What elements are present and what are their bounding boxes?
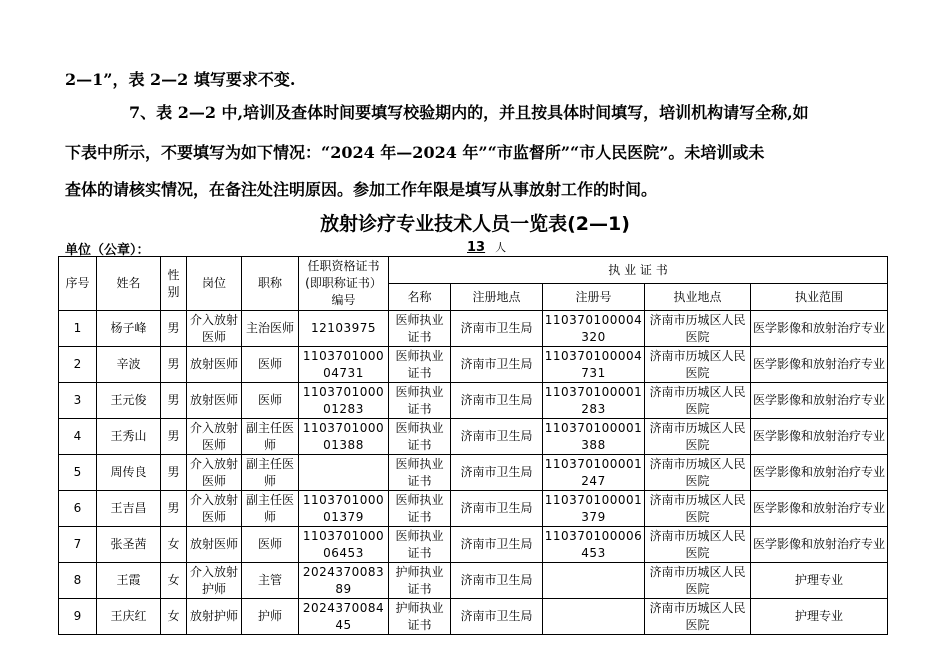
cell-reg-place: 济南市卫生局 [451,311,543,347]
cell-seq: 6 [59,491,97,527]
cell-post: 放射医师 [187,347,242,383]
cell-post: 介入放射医师 [187,455,242,491]
cell-seq: 1 [59,311,97,347]
cell-gender: 男 [161,491,187,527]
cell-scope: 医学影像和放射治疗专业 [751,311,888,347]
cell-reg-place: 济南市卫生局 [451,599,543,635]
cell-name: 王元俊 [97,383,161,419]
cell-practice-place: 济南市历城区人民医院 [645,527,751,563]
table-row [59,419,888,455]
cell-gender: 女 [161,563,187,599]
cell-title: 副主任医师 [242,491,299,527]
paragraph-2: 7、表 2—2 中,培训及查体时间要填写校验期内的，并且按具体时间填写，培训机构请写全称,如 [129,103,809,122]
cell-gender: 男 [161,347,187,383]
cell-post: 介入放射医师 [187,491,242,527]
cell-scope: 医学影像和放射治疗专业 [751,383,888,419]
cell-post: 介入放射护师 [187,563,242,599]
header-reg-no: 注册号 [543,284,645,311]
cell-practice-place: 济南市历城区人民医院 [645,491,751,527]
cell-name: 王霞 [97,563,161,599]
header-license-group: 执 业 证 书 [389,257,888,284]
header-seq: 序号 [59,257,97,311]
cell-reg-no: 110370100001283 [543,383,645,419]
cell-title: 医师 [242,527,299,563]
cell-license-name: 医师执业证书 [389,347,451,383]
cell-reg-no: 110370100004731 [543,347,645,383]
cell-seq: 7 [59,527,97,563]
table-title: 放射诊疗专业技术人员一览表(2—1) [320,213,630,235]
cell-seq: 3 [59,383,97,419]
cell-post: 介入放射医师 [187,419,242,455]
table-row [59,347,888,383]
cell-gender: 男 [161,383,187,419]
cell-post: 介入放射医师 [187,311,242,347]
cell-title: 副主任医师 [242,455,299,491]
cell-qualification: 202437008389 [299,563,389,599]
table-row [59,527,888,563]
cell-name: 张圣茜 [97,527,161,563]
table-row [59,311,888,347]
cell-gender: 男 [161,419,187,455]
cell-title: 副主任医师 [242,419,299,455]
cell-reg-no: 110370100001379 [543,491,645,527]
cell-practice-place: 济南市历城区人民医院 [645,419,751,455]
header-gender: 性别 [161,257,187,311]
cell-title: 医师 [242,383,299,419]
cell-license-name: 医师执业证书 [389,383,451,419]
paragraph-3: 下表中所示，不要填写为如下情况：“2024 年—2024 年”“市监督所”“市人民医院”。未培训或未 [65,143,765,162]
table-row [59,383,888,419]
table-row [59,455,888,491]
header-scope: 执业范围 [751,284,888,311]
cell-practice-place: 济南市历城区人民医院 [645,311,751,347]
staff-table [58,256,888,635]
cell-license-name: 医师执业证书 [389,491,451,527]
cell-name: 王吉昌 [97,491,161,527]
cell-practice-place: 济南市历城区人民医院 [645,563,751,599]
paragraph-1: 2—1”，表 2—2 填写要求不变. [65,70,296,89]
header-title: 职称 [242,257,299,311]
cell-gender: 女 [161,599,187,635]
cell-reg-place: 济南市卫生局 [451,347,543,383]
cell-scope: 医学影像和放射治疗专业 [751,347,888,383]
cell-reg-place: 济南市卫生局 [451,563,543,599]
cell-gender: 男 [161,455,187,491]
cell-license-name: 护师执业证书 [389,563,451,599]
cell-seq: 5 [59,455,97,491]
cell-reg-no: 110370100004320 [543,311,645,347]
cell-title: 医师 [242,347,299,383]
cell-scope: 护理专业 [751,563,888,599]
staff-count-value: 13 [467,240,486,255]
staff-count [455,239,506,255]
cell-title: 护师 [242,599,299,635]
cell-qualification: 110370100004731 [299,347,389,383]
cell-name: 王秀山 [97,419,161,455]
cell-license-name: 医师执业证书 [389,527,451,563]
cell-reg-place: 济南市卫生局 [451,383,543,419]
cell-post: 放射医师 [187,383,242,419]
cell-license-name: 医师执业证书 [389,311,451,347]
cell-scope: 医学影像和放射治疗专业 [751,491,888,527]
cell-reg-place: 济南市卫生局 [451,527,543,563]
header-name: 姓名 [97,257,161,311]
paragraph-4: 查体的请核实情况，在备注处注明原因。参加工作年限是填写从事放射工作的时间。 [65,180,658,199]
header-license-name: 名称 [389,284,451,311]
cell-reg-place: 济南市卫生局 [451,419,543,455]
cell-seq: 8 [59,563,97,599]
cell-title: 主治医师 [242,311,299,347]
header-post: 岗位 [187,257,242,311]
cell-practice-place: 济南市历城区人民医院 [645,455,751,491]
cell-qualification [299,455,389,491]
cell-scope: 医学影像和放射治疗专业 [751,527,888,563]
cell-scope: 医学影像和放射治疗专业 [751,455,888,491]
cell-gender: 男 [161,311,187,347]
cell-reg-no: 110370100001247 [543,455,645,491]
cell-name: 王庆红 [97,599,161,635]
cell-reg-place: 济南市卫生局 [451,491,543,527]
header-qualification: 任职资格证书(即职称证书）编号 [299,257,389,311]
cell-reg-place: 济南市卫生局 [451,455,543,491]
unit-label: 单位（公章）： [65,243,150,258]
cell-seq: 4 [59,419,97,455]
cell-gender: 女 [161,527,187,563]
cell-qualification: 110370100006453 [299,527,389,563]
header-reg-place: 注册地点 [451,284,543,311]
cell-post: 放射医师 [187,527,242,563]
cell-name: 杨子峰 [97,311,161,347]
cell-name: 辛波 [97,347,161,383]
cell-license-name: 医师执业证书 [389,455,451,491]
table-row [59,563,888,599]
table-row [59,599,888,635]
cell-qualification: 110370100001283 [299,383,389,419]
staff-count-unit: 人 [495,241,507,254]
cell-scope: 医学影像和放射治疗专业 [751,419,888,455]
header-practice-place: 执业地点 [645,284,751,311]
cell-title: 主管 [242,563,299,599]
cell-qualification: 110370100001388 [299,419,389,455]
cell-seq: 2 [59,347,97,383]
cell-reg-no [543,563,645,599]
cell-qualification: 110370100001379 [299,491,389,527]
cell-license-name: 医师执业证书 [389,419,451,455]
cell-reg-no: 110370100006453 [543,527,645,563]
cell-post: 放射护师 [187,599,242,635]
cell-scope: 护理专业 [751,599,888,635]
cell-name: 周传良 [97,455,161,491]
cell-license-name: 护师执业证书 [389,599,451,635]
cell-qualification: 202437008445 [299,599,389,635]
cell-practice-place: 济南市历城区人民医院 [645,383,751,419]
cell-qualification: 12103975 [299,311,389,347]
cell-reg-no [543,599,645,635]
cell-reg-no: 110370100001388 [543,419,645,455]
cell-practice-place: 济南市历城区人民医院 [645,599,751,635]
cell-practice-place: 济南市历城区人民医院 [645,347,751,383]
table-row [59,491,888,527]
cell-seq: 9 [59,599,97,635]
